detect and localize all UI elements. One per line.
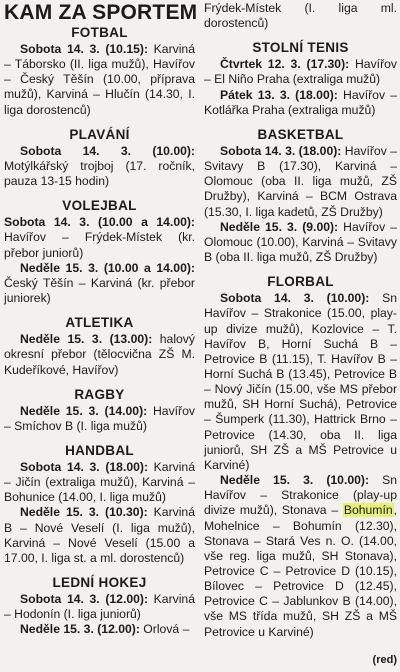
- entry-text: Havířov – Svitavy B (17.30), Karviná – Olomouc (oba II. liga mužů, ZŠ Družby), Karviná – BCM Ostrava (15.30, I. liga kadetů, ZŠ Družby): [204, 143, 397, 219]
- entry-date: Sobota 14. 3. (18.00):: [220, 143, 342, 158]
- entry-date: Sobota 14. 3. (12.00):: [20, 592, 149, 607]
- entry-date: Neděle 15. 3. (10.00):: [220, 473, 370, 488]
- section-ragby: [4, 387, 195, 434]
- listing-entry: [4, 404, 195, 434]
- entry-date: Neděle 15. 3. (12.00):: [20, 622, 140, 637]
- entry-text: halový okresní přebor (tělocvična ZŠ M. Kudeříkové, Havířov): [4, 332, 195, 377]
- entry-date: Neděle 15. 3. (13.00):: [20, 332, 153, 347]
- entry-text: Karviná B – Nové Veselí (I. liga mužů), Karviná – Nové Veselí (15.00 a 17.00, I. liga st. a ml. dorostenců): [4, 505, 195, 565]
- entry-text: , Mohelnice – Bohumín (12.30), Stonava – Stará Ves n. O. (14.00, vše reg. liga mužů, SH Stonava), Petrovice C – Petrovice D (10.15), Bílovec – Petrovice D (12.45), Petrovice C – Jablunkov B (14.00), vše MS třída mužů, SH ZŠ a MŠ Petrovice u Karviné): [204, 503, 397, 639]
- section-heading: VOLEJBAL: [62, 198, 137, 214]
- listing-entry: [204, 144, 397, 220]
- listing-entry: [4, 215, 195, 260]
- listing-entry: [4, 144, 195, 189]
- entry-date: Neděle 15. 3. (14.00):: [20, 403, 148, 418]
- listing-entry: [4, 332, 195, 377]
- entry-text: Motýlkářský trojboj (17. ročník, pauza 13-15 hodin): [4, 158, 195, 189]
- section-volejbal: [4, 198, 195, 306]
- section-heading: BASKETBAL: [257, 126, 344, 142]
- entry-date: Sobota 14. 3. (10.15):: [20, 42, 149, 56]
- listing-entry: [4, 622, 195, 637]
- entry-date: Neděle 15. 3. (10.30):: [20, 505, 148, 520]
- section-ledni-hokej: [4, 575, 195, 637]
- left-column: [4, 25, 195, 638]
- entry-date: Čtvrtek 12. 3. (17.30):: [220, 57, 350, 72]
- section-florbal: [204, 274, 397, 640]
- listing-entry: [4, 592, 195, 622]
- section-heading: ATLETIKA: [65, 315, 134, 331]
- entry-text: Karviná – Táborsko (II. liga mužů), Havířov – Český Těšín (10.00, příprava mužů), Karviná – Hlučín (14.30, I. liga dorostenců): [4, 42, 195, 117]
- section-heading: FLORBAL: [267, 274, 334, 290]
- entry-text: Havířov – Kotlářka Praha (extraliga mužů): [204, 87, 397, 117]
- entry-text: Havířov – Frýdek-Místek (kr. přebor juniorů): [4, 230, 195, 260]
- right-column: [204, 1, 397, 640]
- section-atletika: [4, 315, 195, 377]
- listing-entry: [4, 505, 195, 566]
- entry-date: Neděle 15. 3. (10.00 a 14.00):: [20, 260, 195, 275]
- listing-entry: [4, 261, 195, 306]
- entry-text: Karviná – Jičín (extraliga mužů), Karviná – Bohunice (14.00, I. liga mužů): [4, 459, 195, 505]
- entry-text: Český Těšín – Karviná (kr. přebor juniorek): [4, 275, 195, 306]
- listing-entry: [4, 42, 195, 118]
- entry-date: Neděle 15. 3. (9.00):: [220, 219, 339, 234]
- entry-text: Havířov – Smíchov B (I. liga mužů): [4, 403, 195, 433]
- entry-text: Sn Havířov – Strakonice (play-up divize mužů), Stonava –: [204, 473, 398, 518]
- listing-entry: [204, 220, 397, 265]
- section-fotbal: [4, 25, 195, 118]
- entry-date: Sobota 14. 3. (10.00):: [20, 143, 195, 158]
- section-heading: PLAVÁNÍ: [69, 126, 130, 142]
- entry-date: Sobota 14. 3. (18.00):: [20, 459, 149, 474]
- listing-entry: [204, 291, 397, 473]
- entry-text: Karviná – Hodonín (I. liga juniorů): [4, 592, 195, 622]
- author-signature: (red): [372, 654, 397, 666]
- section-heading: LEDNÍ HOKEJ: [52, 575, 147, 591]
- entry-text: Havířov – Olomouc (10.00), Karviná – Svitavy B (oba II. liga mužů, ZŠ Družby): [204, 219, 397, 265]
- entry-date: Pátek 13. 3. (18.00):: [220, 87, 338, 102]
- section-handbal: [4, 443, 195, 566]
- section-heading: STOLNÍ TENIS: [252, 40, 349, 56]
- entry-date: Sobota 14. 3. (10.00 a 14.00):: [4, 215, 195, 230]
- section-stolni-tenis: [204, 40, 397, 118]
- listing-entry: [204, 473, 397, 640]
- section-basketbal: [204, 127, 397, 265]
- page-title: KAM ZA SPORTEM: [4, 1, 198, 24]
- listing-entry: [204, 57, 397, 87]
- listing-entry: [204, 88, 397, 118]
- section-plavani: [4, 127, 195, 189]
- listing-entry: [4, 460, 195, 505]
- entry-text: Sn Havířov – Strakonice (15.00, play-up divize mužů), Kozlovice – T. Havířov B, Horní Suchá B – Petrovice B (11.15), T. Havířov B – Horní Suchá B (13.45), Petrovice B – Nový Jičín (15.00, vše MS přebor mužů, SH Horní Suchá), Petrovice – Šumperk (11.30), Hattrick Brno – Petrovice (14.30, oba II. liga juniorů, SH ZŠ a MŠ Petrovice u Karviné): [204, 291, 397, 472]
- entry-date: Sobota 14. 3. (10.00):: [220, 291, 370, 306]
- section-heading: HANDBAL: [65, 442, 134, 458]
- section-heading: FOTBAL: [71, 25, 128, 40]
- entry-text: Orlová –: [139, 622, 190, 637]
- entry-text: Havířov – El Niño Praha (extraliga mužů): [204, 57, 397, 87]
- highlighted-text: Bohumín: [343, 503, 393, 518]
- listing-entry-continued: Frýdek-Místek (I. liga ml. dorostenců): [204, 1, 397, 31]
- section-heading: RAGBY: [74, 386, 125, 402]
